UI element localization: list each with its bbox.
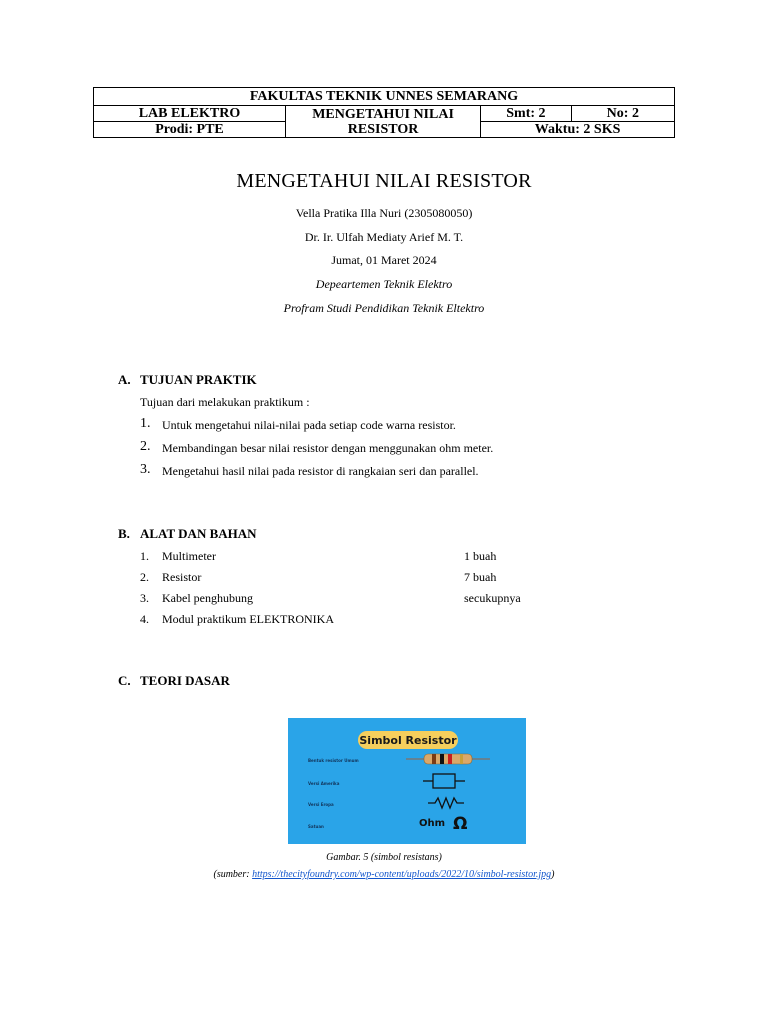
resistor-band [448,754,452,764]
material-number: 2. [140,570,149,584]
section-a-title: TUJUAN PRAKTIK [140,372,257,387]
header-waktu: Waktu: 2 SKS [481,122,675,138]
section-a-heading [118,372,257,388]
material-name: Multimeter [162,549,216,563]
omega-icon: Ω [453,814,468,834]
zigzag-resistor-icon [428,798,464,808]
header-smt: Smt: 2 [481,106,571,122]
section-b-letter: B. [118,526,130,541]
section-a-intro: Tujuan dari melakukan praktikum : [140,395,310,409]
material-qty: 1 buah [464,549,497,563]
source-link[interactable]: https://thecityfoundry.com/wp-content/uploads/2022/10/simbol-resistor.jpg [252,869,552,880]
resistor-symbol-figure [288,718,526,844]
material-number: 4. [140,612,149,626]
material-name: Kabel penghubung [162,591,253,605]
source-suffix: ) [551,869,555,880]
figure-caption: Gambar. 5 (simbol resistans) [326,852,442,863]
source-prefix: (sumber: [213,869,253,880]
resistor-band [440,754,444,764]
header-table [93,87,675,138]
lecturer-line: Dr. Ir. Ulfah Mediaty Arief M. T. [304,230,464,244]
header-prodi: Prodi: PTE [94,122,286,138]
page-title: MENGETAHUI NILAI RESISTOR [236,170,532,192]
header-lab: LAB ELEKTRO [94,106,286,122]
date-line: Jumat, 01 Maret 2024 [331,253,437,267]
header-topic: MENGETAHUI NILAI RESISTOR [285,106,480,138]
figure-label: Versi Amerika [308,781,340,786]
material-qty: 7 buah [464,570,497,584]
box-resistor-icon [433,774,455,788]
material-name: Modul praktikum ELEKTRONIKA [162,612,334,626]
section-a-letter: A. [118,372,131,387]
figure-source [0,869,768,880]
program-line: Profram Studi Pendidikan Teknik Eltektro [283,301,485,315]
figure-label: Versi Eropa [308,802,334,807]
material-name: Resistor [162,570,202,584]
resistor-band [460,754,463,764]
list-item: Untuk mengetahui nilai-nilai pada setiap code warna resistor. [162,418,456,432]
department-line: Depeartemen Teknik Elektro [315,277,453,291]
material-qty: secukupnya [464,591,521,605]
header-no: No: 2 [571,106,674,122]
figure-label: Bentuk resistor Umum [308,758,359,763]
list-item: Mengetahui hasil nilai pada resistor di rangkaian seri dan parallel. [162,464,479,478]
section-c-letter: C. [118,673,131,688]
section-b-heading [118,526,257,542]
list-item: Membandingan besar nilai resistor dengan menggunakan ohm meter. [162,441,494,455]
list-item-number: 1. [140,416,151,431]
section-c-heading [118,673,230,689]
figure-title: Simbol Resistor [358,731,458,749]
author-line: Vella Pratika Illa Nuri (2305080050) [295,206,473,220]
header-faculty: FAKULTAS TEKNIK UNNES SEMARANG [94,88,675,106]
resistor-band [432,754,436,764]
material-number: 1. [140,549,149,563]
figure-label: Satuan [308,824,324,829]
list-item-number: 2. [140,439,151,454]
section-b-title: ALAT DAN BAHAN [140,526,257,541]
section-c-title: TEORI DASAR [140,673,230,688]
list-item-number: 3. [140,462,151,477]
ohm-text: Ohm [419,818,446,829]
material-number: 3. [140,591,149,605]
